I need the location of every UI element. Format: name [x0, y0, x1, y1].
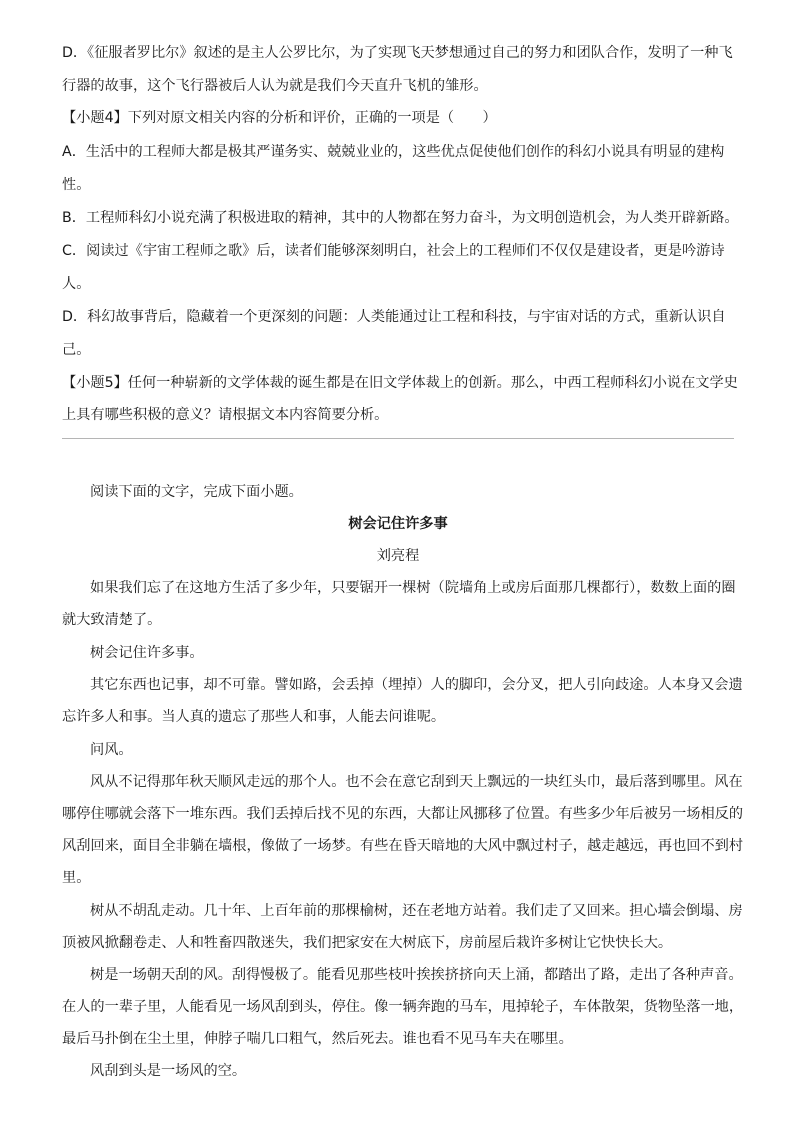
option-d2-line-1: D．科幻故事背后，隐藏着一个更深刻的问题：人类能通过让工程和科技，与宇宙对话的方式，重新认识自 — [62, 309, 726, 325]
paragraph-line: 风从不记得那年秋天顺风走远的那个人。也不会在意它刮到天上飘远的一块红头巾，最后落到哪里。风在 — [90, 774, 743, 790]
article-author: 刘亮程 — [376, 548, 420, 564]
option-d-line-2: 行器的故事，这个飞行器被后人认为就是我们今天直升飞机的雏形。 — [62, 78, 488, 94]
option-d2-line-2: 己。 — [62, 342, 91, 358]
section-divider — [62, 438, 734, 439]
paragraph-line: 最后马扑倒在尘土里，伸脖子喘几口粗气，然后死去。谁也看不见马车夫在哪里。 — [62, 1031, 573, 1047]
paragraph-line: 哪停住哪就会落下一堆东西。我们丢掉后找不见的东西，大都让风挪移了位置。有些多少年后被另一场相反的 — [62, 806, 744, 822]
paragraph-line: 风刮到头是一场风的空。 — [90, 1063, 247, 1079]
option-c-line-1: C．阅读过《宇宙工程师之歌》后，读者们能够深刻明白，社会上的工程师们不仅仅是建设者，更是吟游诗 — [62, 243, 725, 259]
option-b: B．工程师科幻小说充满了积极进取的精神，其中的人物都在努力奋斗，为文明创造机会，为人类开辟新路。 — [62, 210, 739, 226]
question-4: 【小题4】下列对原文相关内容的分析和评价，正确的一项是（ ） — [62, 110, 497, 126]
paragraph-line: 树是一场朝天刮的风。刮得慢极了。能看见那些枝叶挨挨挤挤向天上涌，都踏出了路，走出了各种声音。 — [90, 967, 743, 983]
paragraph-line: 树从不胡乱走动。几十年、上百年前的那棵榆树，还在老地方站着。我们走了又回来。担心墙会倒塌、房 — [90, 903, 743, 919]
reading-instruction: 阅读下面的文字，完成下面小题。 — [90, 484, 303, 500]
question-5-line-2: 上具有哪些积极的意义？请根据文本内容简要分析。 — [62, 407, 389, 423]
paragraph-line: 里。 — [62, 870, 91, 886]
paragraph-line: 顶被风掀翻卷走、人和牲畜四散迷失，我们把家安在大树底下，房前屋后栽许多树让它快快长大。 — [62, 935, 673, 951]
paragraph-line: 风刮回来，面目全非躺在墙根，像做了一场梦。有些在昏天暗地的大风中飘过村子，越走越远，再也回不到村 — [62, 838, 744, 854]
paragraph-line: 其它东西也记事，却不可靠。譬如路，会丢掉（埋掉）人的脚印，会分叉，把人引向歧途。人本身又会遗 — [90, 677, 743, 693]
article-title: 树会记住许多事 — [348, 516, 448, 532]
paragraph-line: 树会记住许多事。 — [90, 645, 204, 661]
paragraph-line: 忘许多人和事。当人真的遗忘了那些人和事，人能去问谁呢。 — [62, 709, 446, 725]
option-a-line-2: 性。 — [62, 177, 91, 193]
option-c-line-2: 人。 — [62, 276, 91, 292]
option-d-line-1: D．《征服者罗比尔》叙述的是主人公罗比尔，为了实现飞天梦想通过自己的努力和团队合作，发明了一种飞 — [62, 45, 733, 61]
paragraph-line: 在人的一辈子里，人能看见一场风刮到头，停住。像一辆奔跑的马车，甩掉轮子，车体散架，货物坠落一地， — [62, 999, 744, 1015]
paragraph-line: 如果我们忘了在这地方生活了多少年，只要锯开一棵树（院墙角上或房后面那几棵都行），数数上面的圈 — [90, 580, 736, 596]
paragraph-line: 问风。 — [90, 742, 133, 758]
option-a-line-1: A．生活中的工程师大都是极其严谨务实、兢兢业业的，这些优点促使他们创作的科幻小说具有明显的建构 — [62, 144, 725, 160]
question-5-line-1: 【小题5】任何一种崭新的文学体裁的诞生都是在旧文学体裁上的创新。那么，中西工程师科幻小说在文学史 — [62, 375, 738, 391]
paragraph-line: 就大致清楚了。 — [62, 612, 162, 628]
